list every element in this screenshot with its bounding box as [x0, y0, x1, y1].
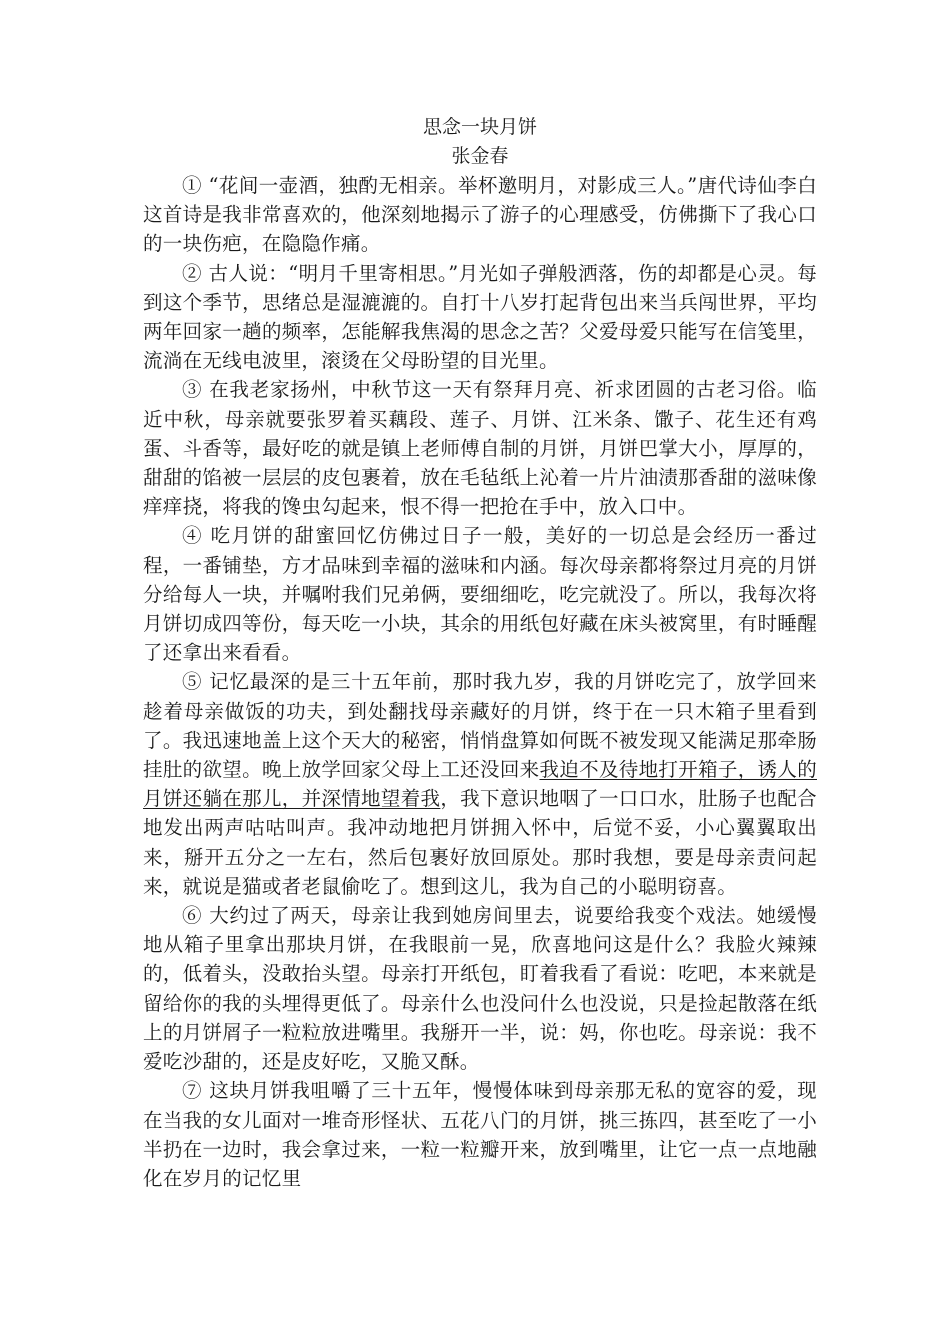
- paragraph-5: [143, 667, 817, 901]
- paragraph-7: ⑦ 这块月饼我咀嚼了三十五年，慢慢体味到母亲那无私的宽容的爱，现在当我的女儿面对一堆奇形怪状、五花八门的月饼，挑三拣四，甚至吃了一小半扔在一边时，我会拿过来，一粒一粒瓣开来，放到嘴里，让它一点一点地融化在岁月的记忆里: [143, 1079, 817, 1190]
- paragraph-4: ④ 吃月饼的甜蜜回忆仿佛过日子一般，美好的一切总是会经历一番过程，一番铺垫，方才品味到幸福的滋味和内涵。每次母亲都将祭过月亮的月饼分给每人一块，并嘱咐我们兄弟俩，要细细吃，吃完就没了。所以，我每次将月饼切成四等份，每天吃一小块，其余的用纸包好藏在床头被窝里，有时睡醒了还拿出来看看。: [143, 524, 817, 665]
- article-title: 思念一块月饼: [422, 116, 537, 138]
- paragraph-3: ③ 在我老家扬州，中秋节这一天有祭拜月亮、祈求团圆的古老习俗。临近中秋，母亲就要张罗着买藕段、莲子、月饼、江米条、馓子、花生还有鸡蛋、斗香等，最好吃的就是镇上老师傅自制的月饼，月饼巴掌大小，厚厚的，甜甜的馅被一层层的皮包裹着，放在毛毡纸上沁着一片片油渍那香甜的滋味像痒痒挠，将我的馋虫勾起来，恨不得一把抢在手中，放入口中。: [143, 378, 817, 519]
- paragraph-2: ② 古人说：“明月千里寄相思。”月光如子弹般洒落，伤的却都是心灵。每到这个季节，思绪总是湿漉漉的。自打十八岁打起背包出来当兵闯世界，平均两年回家一趟的频率，怎能解我焦渴的思念之苦？父爱母爱只能写在信笺里，流淌在无线电波里，滚烫在父母盼望的目光里。: [143, 261, 817, 373]
- article-author: 张金春: [451, 145, 509, 167]
- paragraph-5-text-after: ，我下意识地咽了一口口水，肚肠子也配合地发出两声咕咕叫声。我冲动地把月饼拥入怀中，后觉不妥，小心翼翼取出来，掰开五分之一左右，然后包裹好放回原处。那时我想，要是母亲责问起来，就说是猫或者老鼠偷吃了。想到这儿，我为自己的小聪明窃喜。: [143, 787, 817, 898]
- paragraph-5-text-before: ⑤ 记忆最深的是三十五年前，那时我九岁，我的月饼吃完了，放学回来趁着母亲做饭的功夫，到处翻找母亲藏好的月饼，终于在一只木箱子里看到了。我迅速地盖上这个天大的秘密，悄悄盘算如何既不被发现又能满足那牵肠挂肚的欲望。晚上放学回家父母上工还没回来: [143, 670, 817, 782]
- underlined-sentence: 我迫不及待地打开箱子，诱人的月饼还躺在那儿，并深情地望着我: [143, 758, 817, 811]
- document-page: [143, 113, 817, 1193]
- paragraph-6: ⑥ 大约过了两天，母亲让我到她房间里去，说要给我变个戏法。她缓慢地从箱子里拿出那块月饼，在我眼前一晃，欣喜地问这是什么？我脸火辣辣的，低着头，没敢抬头望。母亲打开纸包，盯着我看了看说：吃吧，本来就是留给你的我的头埋得更低了。母亲什么也没问什么也没说，只是捡起散落在纸上的月饼屑子一粒粒放进嘴里。我掰开一半，说：妈，你也吃。母亲说：我不爱吃沙甜的，还是皮好吃，又脆又酥。: [143, 904, 817, 1074]
- paragraph-1: ① “花间一壶酒，独酌无相亲。举杯邀明月，对影成三人。”唐代诗仙李白这首诗是我非常喜欢的，他深刻地揭示了游子的心理感受，仿佛撕下了我心口的一块伤疤，在隐隐作痛。: [143, 174, 817, 256]
